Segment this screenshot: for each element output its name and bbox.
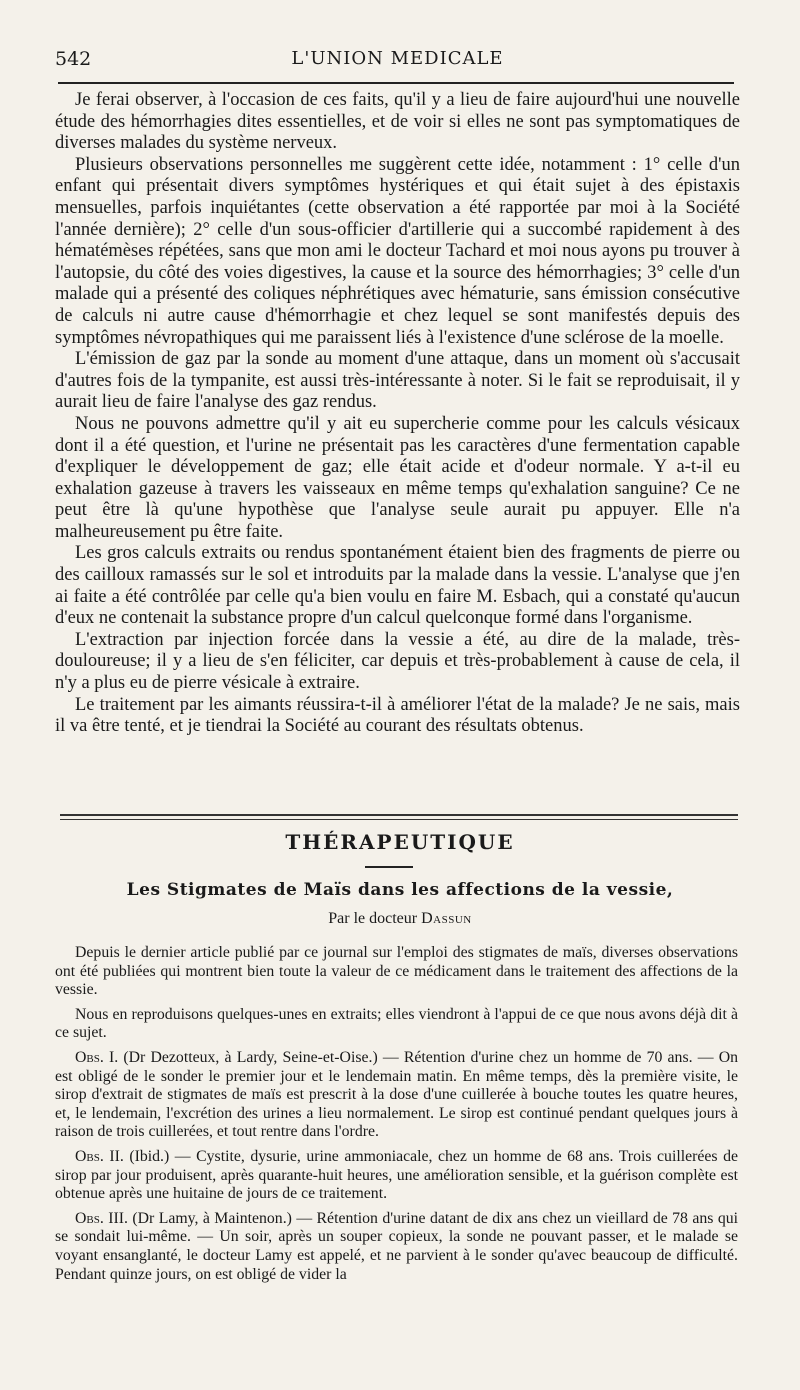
- article-title: Les Stigmates de Maïs dans les affections de la vessie,: [126, 880, 674, 900]
- observation-text: (Dr Dezotteux, à Lardy, Seine-et-Oise.) — Rétention d'urine chez un homme de 70 ans. — On est obligé de le sonder le premier jour et le lendemain matin. En même temps, dès la première visite, le sirop d'extrait de stigmates de maïs est prescrit à la dose d'une cuillerée à bouche toutes les quatre heures, et, le lendemain, l'excrétion des urines a lieu normalement. Le sirop est continué pendant quelques jours à raison de trois cuillerées, et tout rentre dans l'ordre.: [55, 1048, 738, 1141]
- section-title: THÉRAPEUTIQUE: [285, 830, 515, 854]
- observation-label: Obs. III.: [75, 1209, 128, 1227]
- continued-text: [55, 90, 740, 738]
- section-divider: [60, 814, 738, 820]
- observation: [55, 1210, 738, 1284]
- article-body: [55, 944, 738, 1290]
- paragraph: Nous en reproduisons quelques-unes en extraits; elles viendront à l'appui de ce que nous avons déjà dit à ce sujet.: [55, 1005, 738, 1042]
- paragraph: Les gros calculs extraits ou rendus spontanément étaient bien des fragments de pierre ou des cailloux ramassés sur le sol et introduits par la malade dans la vessie. L'analyse que j'en ai faite a été contrôlée par celle qu'a bien voulu en faire M. Esbach, qui a constaté qu'aucun d'eux ne contenait la substance propre d'un calcul quelconque formé dans l'organisme.: [55, 543, 740, 629]
- paragraph: L'extraction par injection forcée dans la vessie a été, au dire de la malade, très-douloureuse; il y a lieu de s'en féliciter, car depuis et très-probablement à cause de cela, il n'y a plus eu de pierre vésicale à extraire.: [55, 629, 740, 694]
- paragraph: Plusieurs observations personnelles me suggèrent cette idée, notamment : 1° celle d'un enfant qui présentait divers symptômes hystériques et qui était sujet à des épistaxis mensuelles, parfois inquiétantes (cette observation a été rapportée par moi à la Société l'année dernière); 2° celle d'un sous-officier d'artillerie qui a succombé rapidement à des hématémèses répétées, sans que mon ami le docteur Tachard et moi nous ayons pu trouver à l'autopsie, du côté des voies digestives, la cause et la source des hémorrhagies; 3° celle d'un malade qui a présenté des coliques néphrétiques avec hématurie, sans émission consécutive de calculs ni autre cause d'hémorrhagie et chez lequel se sont manifestés depuis des symptômes névropathiques qui me paraissent liés à l'existence d'une sclérose de la moelle.: [55, 154, 740, 348]
- observation-text: (Dr Lamy, à Maintenon.) — Rétention d'urine datant de dix ans chez un vieillard de 78 ans qui se sondait lui-même. — Un soir, après un souper copieux, la sonde ne pouvant passer, et le malade se voyant ensanglanté, le docteur Lamy est appelé, et ne parvient à le sonder qu'avec beaucoup de difficulté. Pendant quinze jours, on est obligé de vider la: [55, 1209, 739, 1283]
- paragraph: Nous ne pouvons admettre qu'il y ait eu supercherie comme pour les calculs vésicaux dont il a été question, et l'urine ne présentait pas les caractères d'une fermentation capable d'expliquer le développement de gaz; elle était acide et d'odeur normale. Y a-t-il eu exhalation gazeuse à travers les vaisseaux en même temps qu'exhalation sanguine? Ce ne peut être là qu'une hypothèse que l'analyse seule aurait pu appuyer. Elle n'a malheureusement pu être faite.: [55, 413, 740, 542]
- title-rule: [365, 866, 413, 868]
- observation-label: Obs. I.: [75, 1048, 119, 1066]
- paragraph: L'émission de gaz par la sonde au moment d'une attaque, dans un moment où s'accusait d'autres fois de la tympanite, est aussi très-intéressante à noter. Si le fait se reproduisait, il y aurait lieu de faire l'analyse des gaz rendus.: [55, 349, 740, 413]
- observation: [55, 1049, 738, 1142]
- paragraph: Je ferai observer, à l'occasion de ces faits, qu'il y a lieu de faire aujourd'hui une nouvelle étude des hémorrhagies dites essentielles, et de voir si elles ne sont pas symptomatiques de diverses malades du système nerveux.: [55, 90, 740, 154]
- page-number: 542: [55, 48, 92, 70]
- paragraph: Le traitement par les aimants réussira-t-il à améliorer l'état de la malade? Je ne sais, mais il va être tenté, et je tiendrai la Société au courant des résultats obtenus.: [55, 694, 740, 737]
- observation-text: (Ibid.) — Cystite, dysurie, urine ammoniacale, chez un homme de 68 ans. Trois cuillerées de sirop par jour produisent, après quarante-huit heures, une amélioration sensible, et la guérison complète est obtenue après une huitaine de jours de ce traitement.: [55, 1147, 738, 1203]
- byline-prefix: Par le docteur: [328, 910, 418, 927]
- page-header: [55, 42, 740, 70]
- header-rule: [58, 82, 734, 84]
- author-name: Dassun: [421, 910, 472, 927]
- paragraph: Depuis le dernier article publié par ce journal sur l'emploi des stigmates de maïs, diverses observations ont été publiées qui montrent bien toute la valeur de ce médicament dans le traitement des affections de la vessie.: [55, 944, 738, 999]
- running-title: L'UNION MEDICALE: [291, 48, 504, 69]
- observation: [55, 1148, 738, 1204]
- byline: [0, 910, 800, 928]
- observation-label: Obs. II.: [75, 1147, 124, 1165]
